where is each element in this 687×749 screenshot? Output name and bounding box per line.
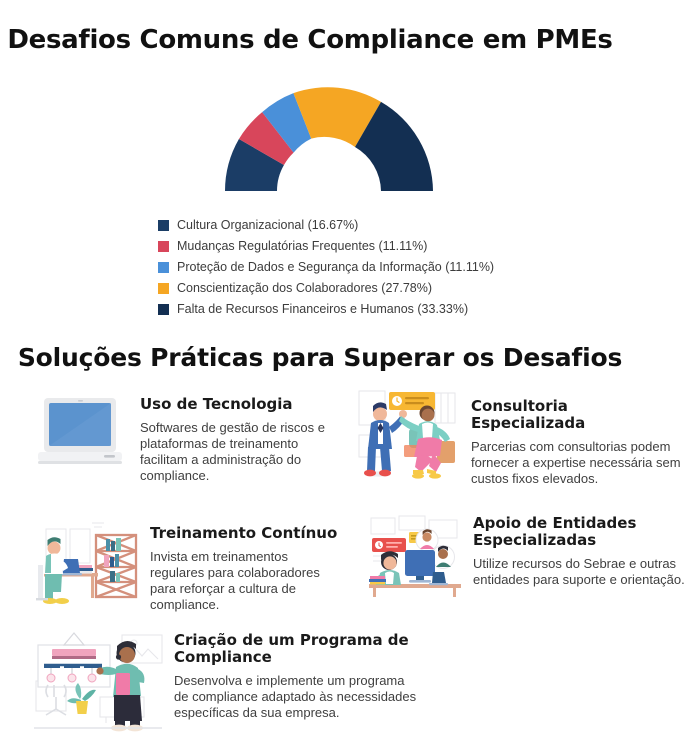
legend-item	[158, 280, 578, 298]
card-heading: Consultoria Especializada	[471, 397, 586, 432]
card-heading: Criação de um Programa de Compliance	[174, 631, 409, 666]
legend-item	[158, 301, 578, 319]
legend-label: Conscientização dos Colaboradores (27.78%)	[177, 281, 433, 295]
solution-card-consultoria	[353, 383, 687, 487]
card-body: Utilize recursos do Sebrae e outras entidades para suporte e orientação.	[473, 556, 685, 587]
legend-swatch-cultura-organizacional	[158, 220, 169, 231]
solution-card-programa	[30, 623, 420, 735]
legend-item	[158, 217, 578, 235]
card-heading: Uso de Tecnologia	[140, 395, 293, 413]
solution-card-tecnologia	[34, 392, 334, 484]
legend-swatch-protecao-de-dados	[158, 262, 169, 273]
card-body: Softwares de gestão de riscos e plataformas de treinamento facilitam a administração do compliance.	[140, 420, 325, 483]
legend-item	[158, 238, 578, 256]
legend-swatch-mudancas-regulatorias	[158, 241, 169, 252]
solution-card-entidades	[367, 512, 687, 600]
video-call-support-illustration	[367, 512, 463, 600]
two-consultants-illustration	[353, 383, 461, 483]
legend-label: Cultura Organizacional (16.67%)	[177, 218, 359, 232]
legend-swatch-falta-de-recursos	[158, 304, 169, 315]
card-body: Invista em treinamentos regulares para colaboradores para reforçar a cultura de compliance.	[150, 549, 320, 612]
card-heading: Apoio de Entidades Especializadas	[473, 514, 637, 549]
chart-title: Desafios Comuns de Compliance em PMEs	[7, 25, 613, 55]
legend-label: Proteção de Dados e Segurança da Informação (11.11%)	[177, 260, 495, 274]
legend-label: Mudanças Regulatórias Frequentes (11.11%)	[177, 239, 428, 253]
half-donut-svg	[203, 84, 455, 194]
card-heading: Treinamento Contínuo	[150, 524, 338, 542]
legend-label: Falta de Recursos Financeiros e Humanos (33.33%)	[177, 302, 469, 316]
chart-section	[0, 0, 687, 335]
half-donut-chart	[203, 84, 455, 194]
person-studying-bookshelf-illustration	[34, 515, 142, 607]
chart-legend	[158, 217, 578, 322]
solution-card-treinamento	[34, 515, 344, 613]
solutions-title: Soluções Práticas para Superar os Desafios	[17, 343, 623, 372]
card-body: Desenvolva e implemente um programa de compliance adaptado às necessidades específicas da sua empresa.	[174, 673, 417, 720]
person-presenting-flowchart-illustration	[30, 623, 166, 735]
card-body: Parcerias com consultorias podem fornecer a expertise necessária sem custos fixos elevados.	[471, 439, 681, 486]
legend-item	[158, 259, 578, 277]
legend-swatch-conscientizacao	[158, 283, 169, 294]
desktop-monitor-illustration	[34, 392, 126, 472]
